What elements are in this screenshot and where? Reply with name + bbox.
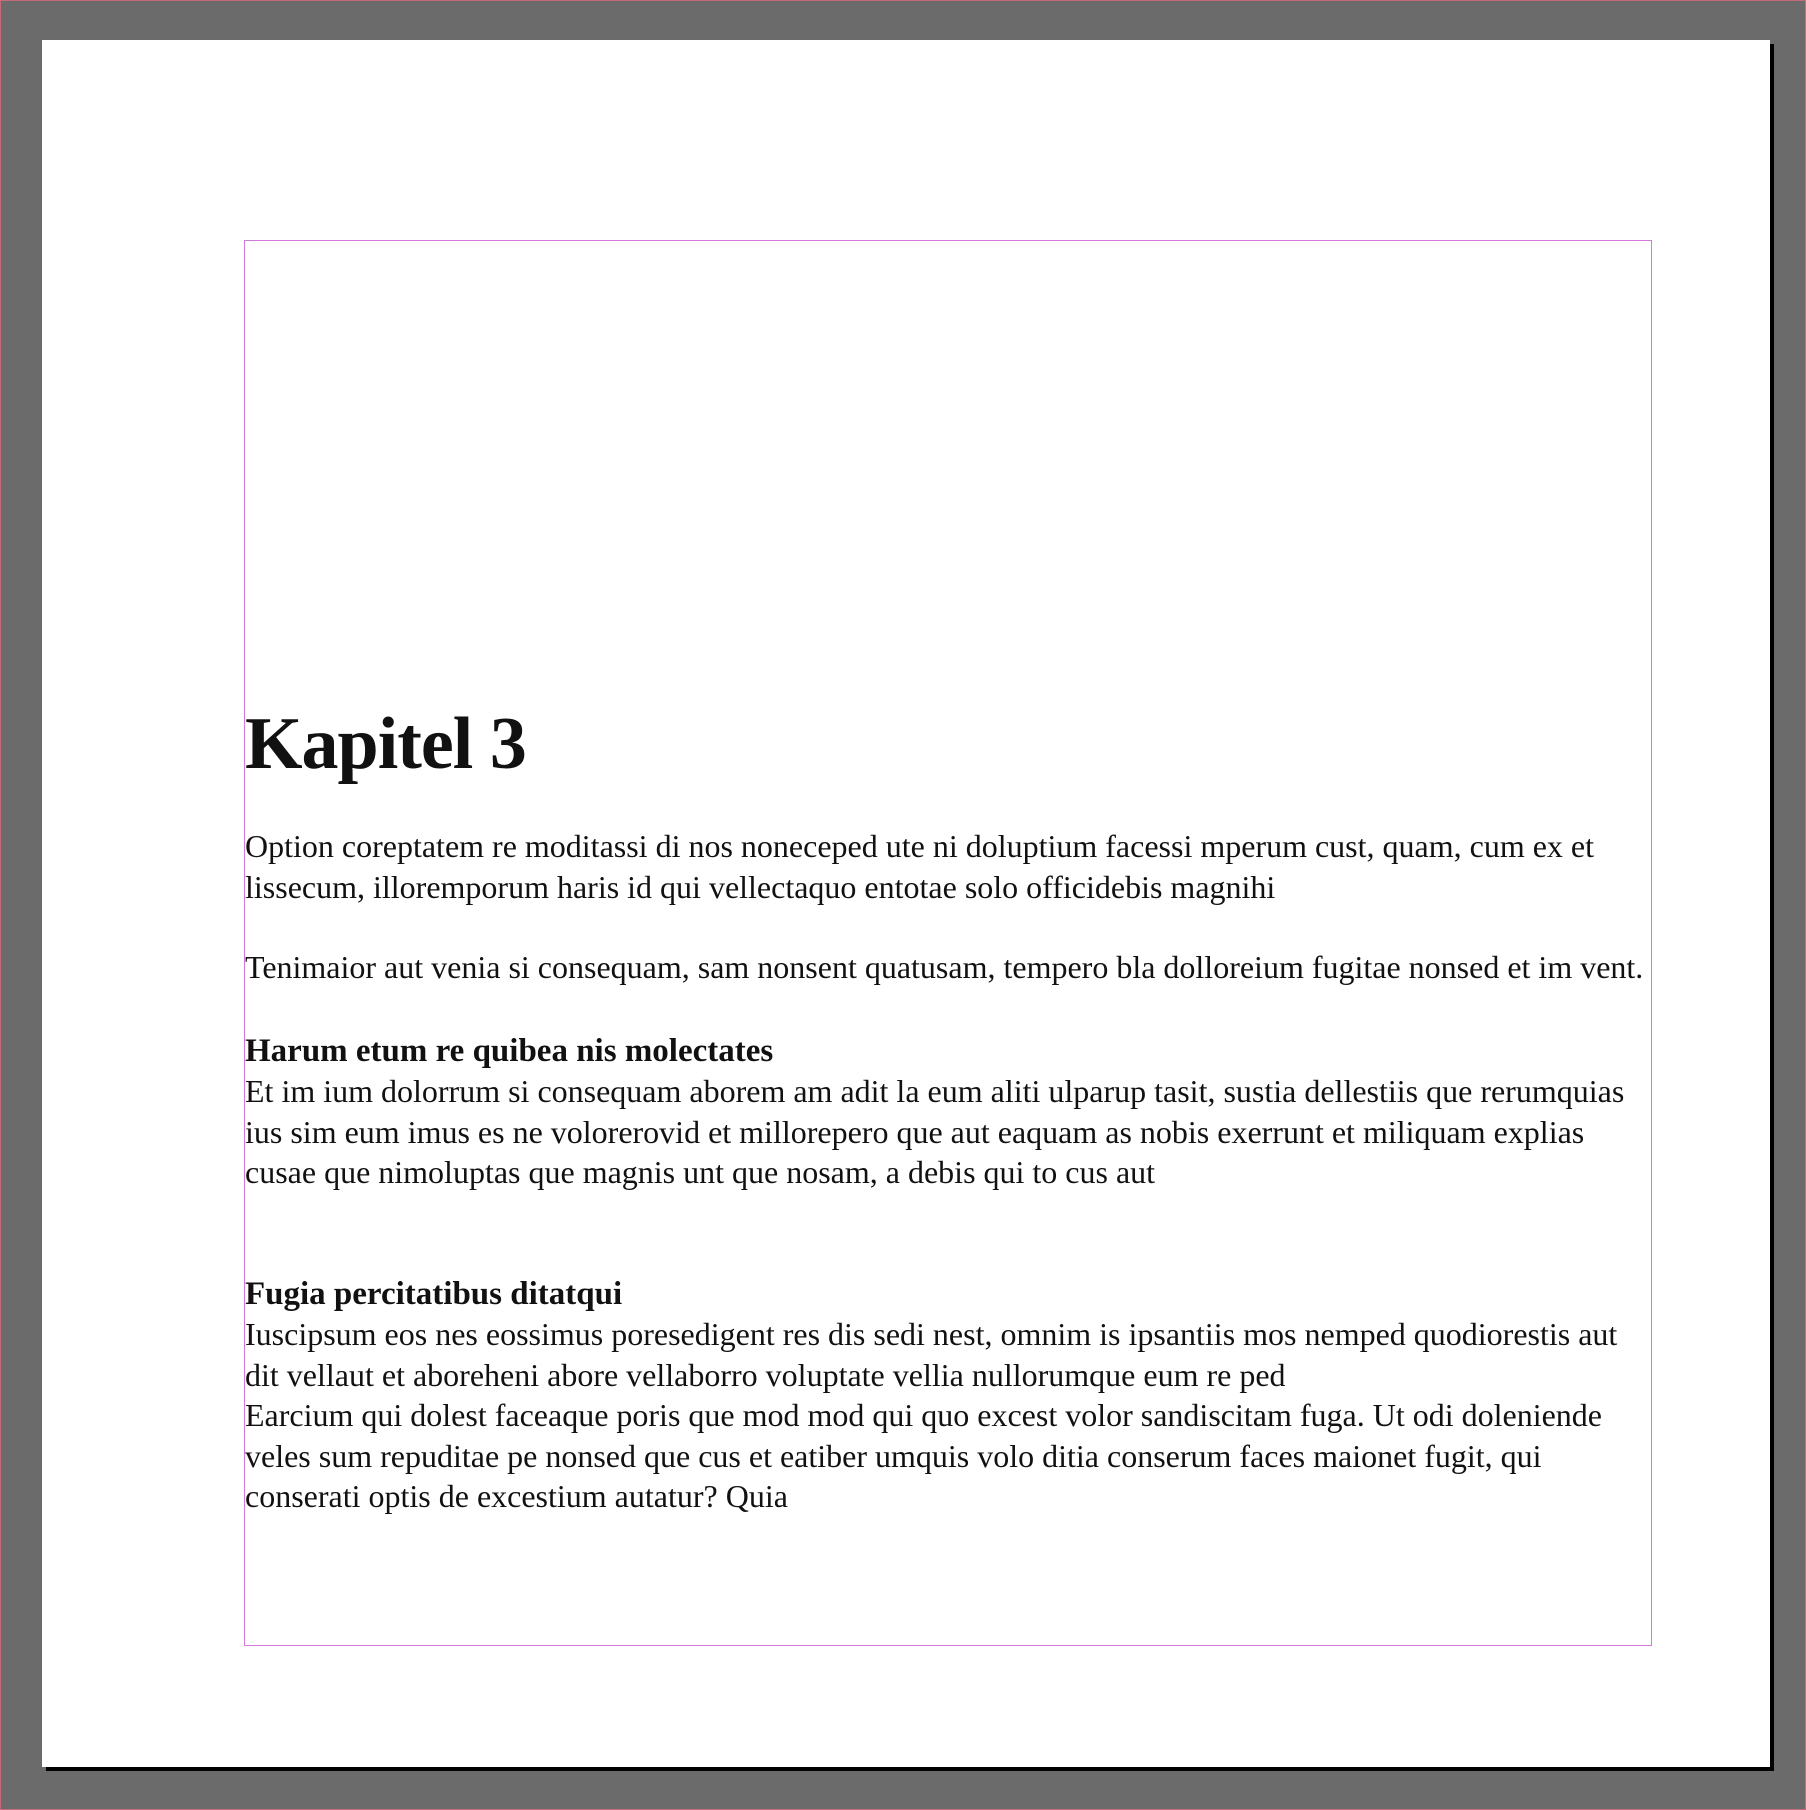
chapter-title: Kapitel 3 — [245, 703, 526, 785]
section-heading-1: Harum etum re quibea nis molectates — [245, 1032, 774, 1069]
intro-paragraph-1: Option coreptatem re moditassi di nos noneceped ute ni doluptium facessi mperum cust, quam, cum ex et lissecum, illoremporum haris id qui vellectaquo entotae solo officidebis magnihi — [245, 828, 1594, 905]
section-body-1: Et im ium dolorrum si consequam aborem am adit la eum aliti ulparup tasit, sustia dellestiis que rerumquias ius sim eum imus es ne volorerovid et millorepero que aut eaquam as nobis exerrunt et miliquam explias cusae que nimoluptas que magnis unt que nosam, a debis qui to cus aut — [245, 1073, 1625, 1190]
text-frame[interactable] — [245, 700, 1651, 1517]
intro-paragraph-2: Tenimaior aut venia si consequam, sam nonsent quatusam, tempero bla dolloreium fugitae nonsed et im vent. — [245, 949, 1644, 985]
section-heading-2: Fugia percitatibus ditatqui — [245, 1275, 623, 1312]
section-body-2b: Earcium qui dolest faceaque poris que mod mod qui quo excest volor sandiscitam fuga. Ut odi doleniende veles sum repuditae pe nonsed que cus et eatiber umquis volo ditia conserum faces maionet fugit, qui conserati optis de excestium autatur? Quia — [245, 1397, 1602, 1514]
section-body-2: Iuscipsum eos nes eossimus poresedigent res dis sedi nest, omnim is ipsantiis mos nemped quodiorestis aut dit vellaut et aboreheni abore vellaborro voluptate vellia nullorumque eum re ped — [245, 1316, 1618, 1393]
document-page[interactable] — [42, 40, 1770, 1767]
